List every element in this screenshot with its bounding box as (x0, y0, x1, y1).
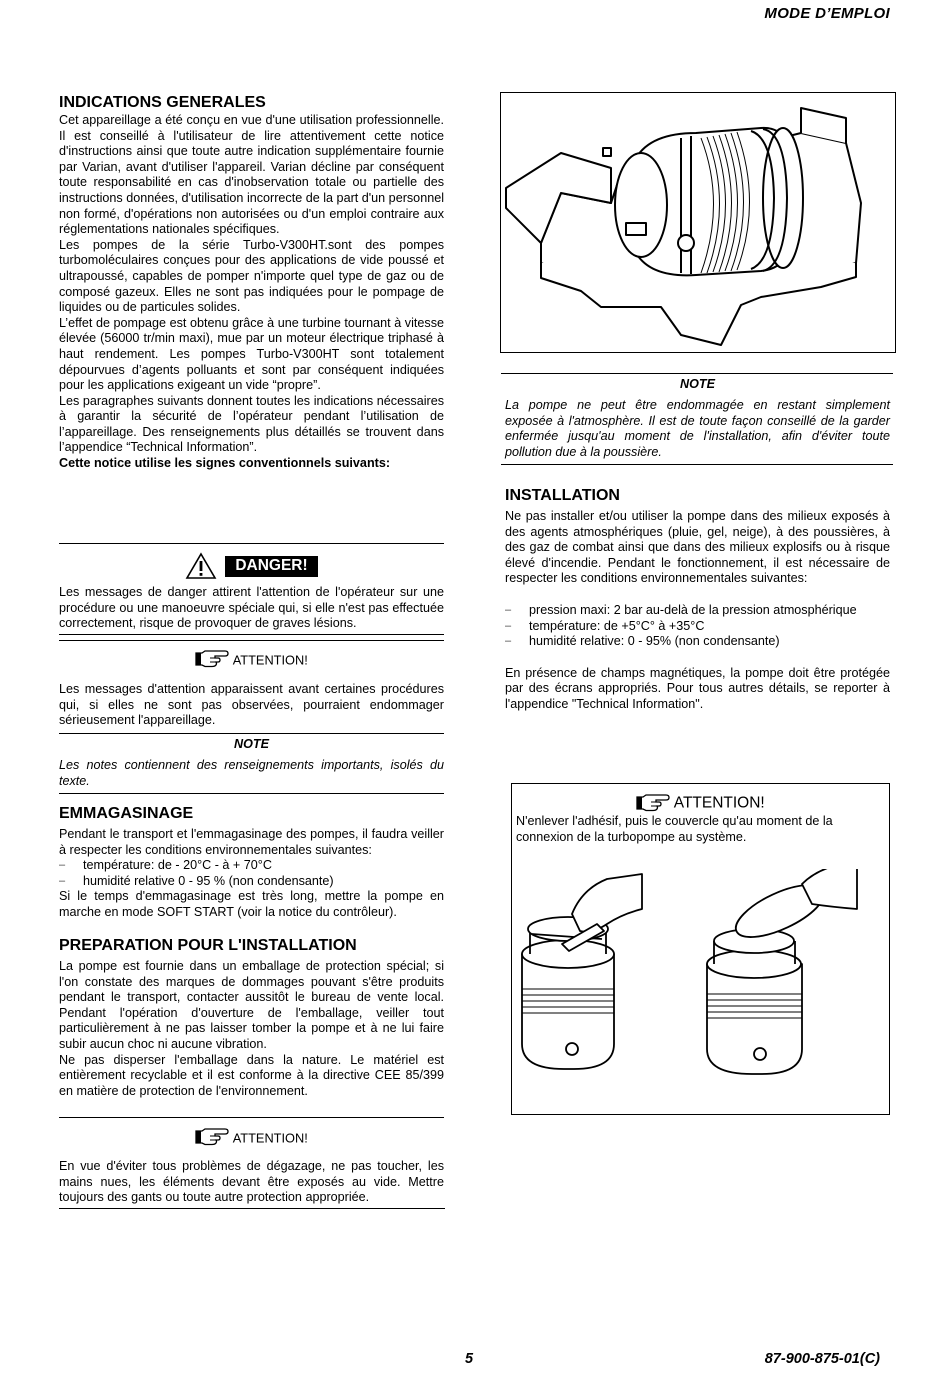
heading-emmagasinage: EMMAGASINAGE (59, 805, 194, 822)
attention-label: ATTENTION! (232, 652, 308, 668)
paragraph: Les paragraphes suivants donnent toutes les indications nécessaires à garantir la sécurité de l’opérateur pendant l’utilisation de l’appareillage. Des renseignements plus détaillés se trouvent dans l’appendice “Technical Information”. (59, 393, 444, 455)
note-text-block (505, 398, 890, 460)
document-reference: 87-900-875-01(C) (764, 1351, 880, 1367)
paragraph-conventions: Cette notice utilise les signes conventionnels suivants: (59, 456, 391, 471)
pump-in-foam-illustration (501, 93, 895, 352)
note-label: NOTE (680, 377, 715, 391)
note-text: Les notes contiennent des renseignements importants, isolés du texte. (59, 758, 444, 788)
storage-conditions-list (59, 858, 444, 889)
divider (59, 733, 444, 734)
note-text-block (59, 758, 444, 789)
paragraph: Cet appareillage a été conçu en vue d'une utilisation professionnelle. Il est conseillé à l'utilisateur de lire attentivement cette notice d'instructions ainsi que toute autre indication supplémentaire fournie par Varian, avant d'utiliser l'appareil. Varian décline par conséquent toute responsabilité en cas d'inobservation totale ou partielle des instructions données, d'utilisation incorrecte de la part d'un personnel non formé, d'opérations non autorisées ou d'un emploi contraire aux réglementations nationales spécifiques. (59, 113, 444, 237)
attention-label: ATTENTION! (232, 1130, 308, 1146)
running-header: MODE D’EMPLOI (764, 5, 890, 22)
attention-text-block (59, 1159, 444, 1206)
attention-label: ATTENTION! (673, 794, 765, 812)
list-item: – humidité relative 0 - 95 % (non condensante) (59, 874, 444, 890)
section-installation (505, 486, 890, 713)
heading-indications-generales: INDICATIONS GENERALES (59, 94, 266, 111)
list-item: – température: de - 20°C - à + 70°C (59, 858, 444, 874)
figure-pump-packaging (500, 92, 896, 353)
divider (59, 793, 444, 794)
pointing-hand-icon (195, 650, 229, 668)
warning-triangle-icon (185, 552, 217, 580)
attention-title (59, 1128, 444, 1146)
cover-removal-illustration (512, 869, 889, 1109)
paragraph: Ne pas disperser l'emballage dans la nature. Le matériel est entièrement recyclable et il est conforme à la directive CEE 85/399 en matière de protection de l'environnement. (59, 1052, 444, 1098)
divider (59, 640, 444, 641)
note-text: La pompe ne peut être endommagée en restant simplement exposée à l'atmosphère. Il est de toute façon conseillé de la garder enfermée jusqu'au moment de l'installation, afin d'éviter toute pollution due à la poussière. (505, 398, 890, 459)
paragraph: Pendant le transport et l'emmagasinage des pompes, il faudra veiller à respecter les conditions environnementales suivantes: (59, 827, 444, 857)
attention-text: N'enlever l'adhésif, puis le couvercle qu'au moment de la connexion de la turbopompe au système. (516, 814, 833, 844)
attention-text-block (59, 682, 444, 729)
section-preparation (59, 936, 444, 1099)
pointing-hand-icon (636, 794, 670, 812)
divider (59, 1117, 444, 1118)
note-label: NOTE (234, 737, 269, 751)
divider (59, 1208, 445, 1209)
pointing-hand-icon (195, 1128, 229, 1146)
list-item: – pression maxi: 2 bar au-delà de la pression atmosphérique (505, 603, 890, 619)
attention-box (511, 783, 890, 1115)
divider (59, 543, 444, 544)
attention-text: Les messages d'attention apparaissent avant certaines procédures qui, si elles ne sont pas observées, pourraient endommager sérieusement l'appareillage. (59, 682, 444, 728)
attention-text: En vue d'éviter tous problèmes de dégazage, ne pas toucher, les mains nues, les éléments devant être exposés au vide. Mettre toujours des gants ou toute autre protection appropriée. (59, 1159, 444, 1205)
attention-title (512, 794, 889, 812)
divider (501, 373, 893, 374)
section-indications-generales (59, 93, 444, 472)
attention-title (59, 650, 444, 668)
paragraph: L’effet de pompage est obtenu grâce à une turbine tournant à vitesse élevée (56000 tr/min maxi), mue par un moteur électrique triphasé à haut rendement. Les pompes Turbo-V300HT sont totalement dépourvues d’agents polluants et sont par conséquent indiquées pour les applications exigeant un vide “propre”. (59, 315, 444, 393)
divider (501, 464, 893, 465)
danger-title (59, 552, 444, 580)
heading-installation: INSTALLATION (505, 487, 620, 504)
danger-text-block (59, 585, 444, 632)
list-item: – température: de +5°C° à +35°C (505, 619, 890, 635)
section-emmagasinage (59, 804, 444, 921)
paragraph: La pompe est fournie dans un emballage de protection spécial; si l'on constate des marques de dommages pouvant s'être produits pendant le transport, contacter aussitôt le bureau de vente local. Pendant l'opération d'ouverture de l'emballage, veiller tout particulièrement à ne pas laisser tomber la pompe et à ne lui faire subir aucun choc ni aucune vibration. (59, 959, 444, 1051)
paragraph: En présence de champs magnétiques, la pompe doit être protégée par des écrans appropriés. Pour tous autres détails, se reporter à l'appendice "Technical Information". (505, 665, 890, 711)
danger-text: Les messages de danger attirent l'attention de l'opérateur sur une procédure ou une manoeuvre spéciale qui, si elle n'est pas effectuée correctement, risque de provoquer de graves lésions. (59, 585, 444, 631)
paragraph: Si le temps d'emmagasinage est très long, mettre la pompe en marche en mode SOFT START (voir la notice du contrôleur). (59, 889, 444, 919)
page-number: 5 (465, 1351, 474, 1367)
list-item: – humidité relative: 0 - 95% (non condensante) (505, 634, 890, 650)
heading-preparation: PREPARATION POUR L'INSTALLATION (59, 937, 357, 954)
paragraph: Les pompes de la série Turbo-V300HT.sont des pompes turbomoléculaires conçues pour des applications de vide poussé et ultrapoussé, capables de pomper n'importe quel type de gaz ou de composé gazeux. Elles ne sont pas indiquées pour le pompage de liquides ou de particules solides. (59, 237, 444, 315)
divider (59, 634, 444, 635)
paragraph: Ne pas installer et/ou utiliser la pompe dans des milieux exposés à des agents atmosphériques (pluie, gel, neige), à des poussières, à des gaz de combat ainsi que dans des milieux explosifs ou à risque élevé d'incendie. Pendant le fonctionnement, il est nécessaire de respecter les conditions environnementales suivantes: (505, 509, 890, 586)
danger-label: DANGER! (225, 556, 317, 577)
operating-conditions-list (505, 603, 890, 650)
